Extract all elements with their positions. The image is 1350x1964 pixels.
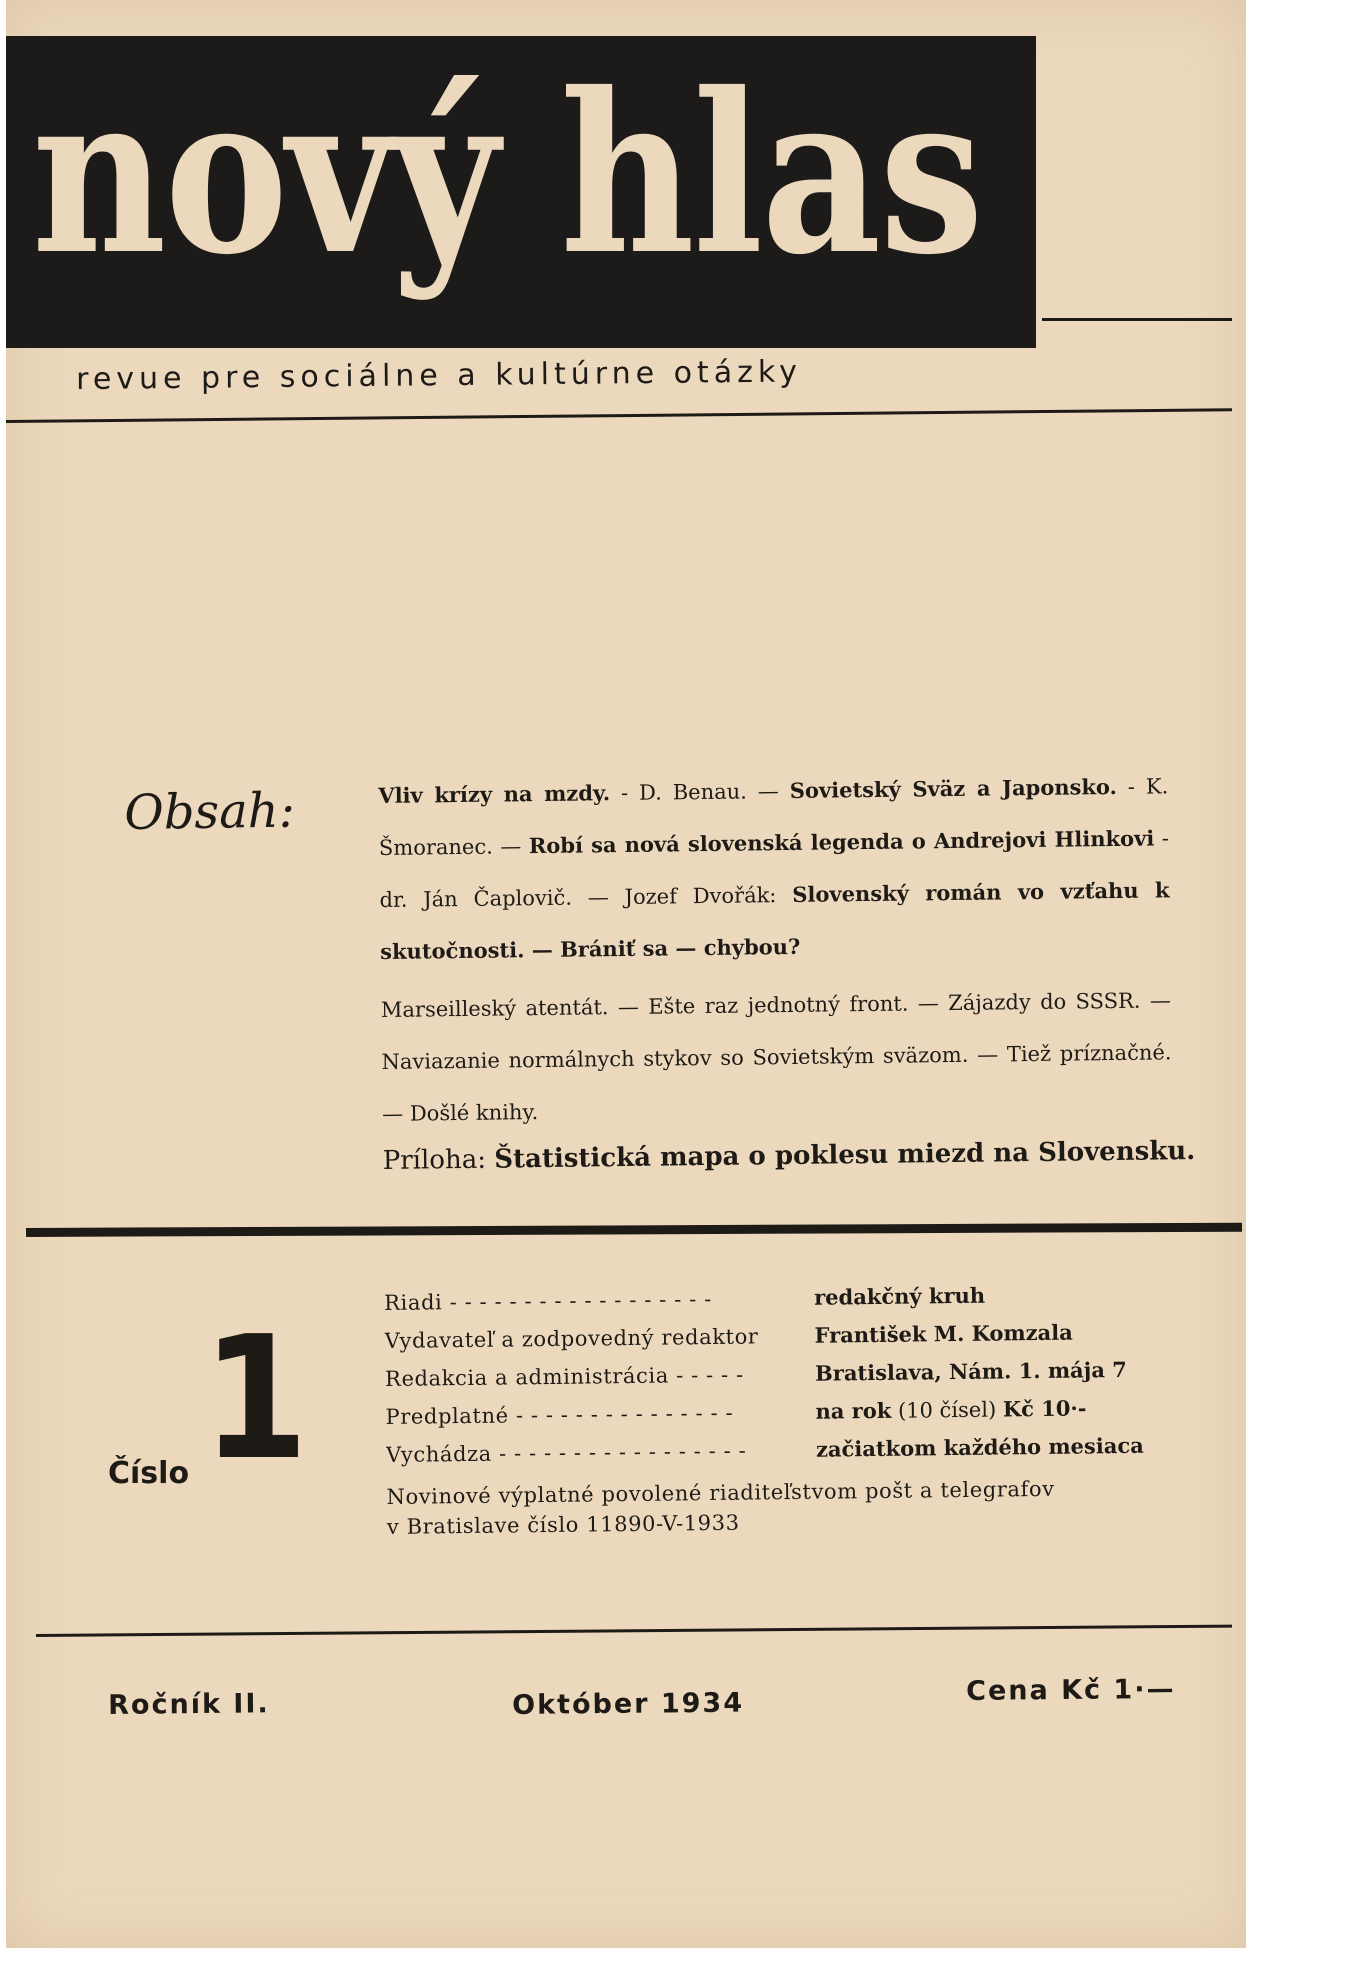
article-title: Sovietský Sväz a Japonsko. [789, 773, 1118, 803]
imprint-label: Redakcia a administrácia - - - - - [384, 1362, 744, 1391]
masthead-right-rule [1042, 318, 1232, 321]
article-author: - K. Šmoranec. — [378, 774, 1169, 860]
magazine-cover [6, 0, 1246, 1948]
imprint-value: František M. Komzala [814, 1319, 1073, 1348]
footer-price: Cena Kč 1·— [966, 1673, 1176, 1707]
article-author: - D. Benau. — [609, 778, 790, 806]
article-author: - dr. Ján Čaplovič. — Jozef Dvořák: [379, 826, 1170, 912]
article-title: Robí sa nová slovenská legenda o Andrejovi Hlinkovi [528, 825, 1155, 859]
attachment-text: Štatistická mapa o poklesu miezd na Slovensku. [494, 1136, 1196, 1175]
imprint-value: Bratislava, Nám. 1. mája 7 [814, 1356, 1127, 1386]
issue-label: Číslo [108, 1456, 190, 1491]
subscription-price: Kč 10·- [1002, 1395, 1087, 1422]
postal-notice-line: v Bratislave číslo 11890-V-1933 [386, 1510, 740, 1539]
imprint-value: začiatkom každého mesiaca [815, 1432, 1144, 1462]
contents-block [378, 760, 1196, 1176]
article-title: Slovenský román vo vzťahu k skutočnosti. — Brániť sa — chybou? [380, 877, 1170, 964]
masthead-subtitle: revue pre sociálne a kultúrne otázky [76, 354, 803, 397]
footer-rule [36, 1625, 1232, 1637]
subscription-period: na rok [815, 1397, 892, 1424]
imprint-label: Riadi - - - - - - - - - - - - - - - - - - [384, 1286, 712, 1315]
imprint-value [815, 1395, 1086, 1423]
issue-number: 1 [202, 1300, 309, 1498]
masthead-banner [6, 36, 1036, 348]
article-title: Vliv krízy na mzdy. [378, 780, 611, 808]
contents-attachment [382, 1136, 1196, 1176]
contents-paragraph-articles [378, 760, 1170, 978]
subscription-count: (10 čísel) [891, 1397, 1004, 1423]
thick-divider-rule [26, 1223, 1242, 1237]
imprint-label: Predplatné - - - - - - - - - - - - - - - [385, 1400, 734, 1429]
subtitle-rule [6, 408, 1232, 423]
footer-date: Október 1934 [512, 1687, 745, 1721]
contents-label: Obsah: [124, 782, 296, 841]
imprint-value: redakčný kruh [813, 1282, 986, 1310]
imprint-label: Vydavateľ a zodpovedný redaktor [384, 1324, 759, 1353]
postal-notice-line: Novinové výplatné povolené riaditeľstvom pošt a telegrafov [386, 1476, 1055, 1509]
imprint-block [384, 1280, 1177, 1542]
footer-volume: Ročník II. [108, 1688, 270, 1721]
masthead-title: nový hlas [32, 44, 982, 303]
contents-paragraph-notes: Marseilleský atentát. — Ešte raz jednotný front. — Zájazdy do SSSR. —Naviazanie normálnych stykov so Sovietským sväzom. — Tiež príznačné. — Došlé knihy. [380, 988, 1172, 1126]
attachment-label: Príloha: [382, 1144, 487, 1176]
imprint-label: Vychádza - - - - - - - - - - - - - - - - - [385, 1438, 747, 1467]
postal-notice [386, 1472, 1177, 1542]
